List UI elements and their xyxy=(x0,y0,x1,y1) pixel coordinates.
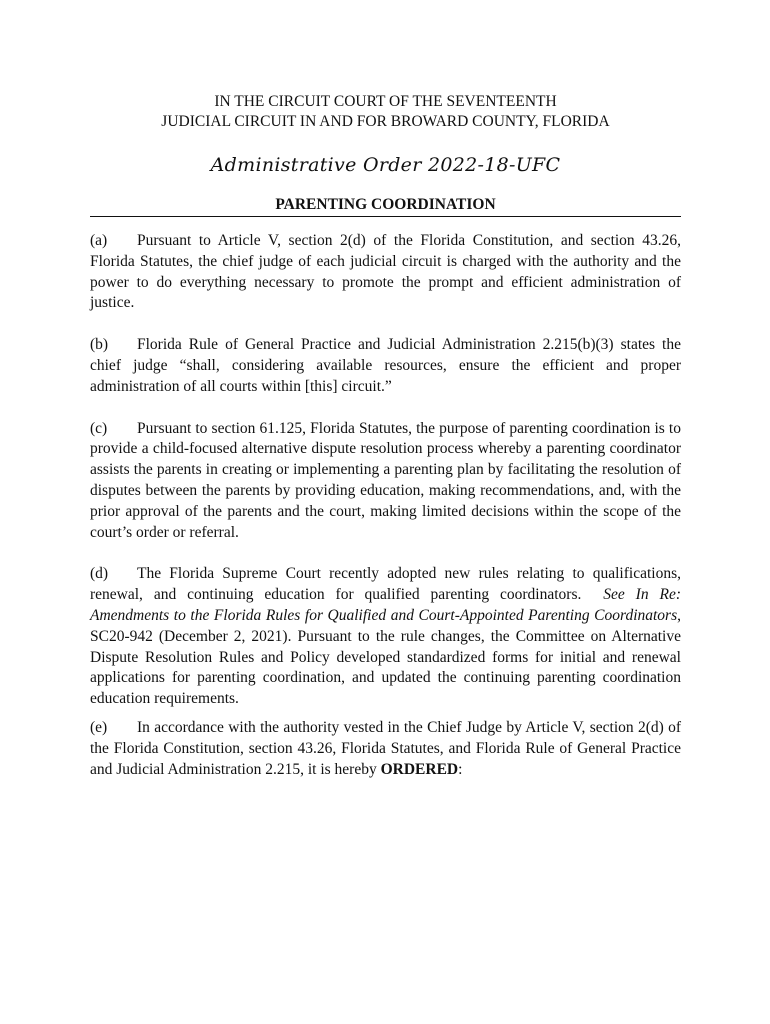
paragraph-text: In accordance with the authority vested in the Chief Judge by Article V, section 2(d) of the Florida Constitution, section 43.26, Florida Statutes, and Florida Rule of General Practice and Judicial Administration 2.215, it is hereby xyxy=(90,718,681,778)
paragraph-text-continued: , SC20-942 (December 2, 2021). Pursuant to the rule changes, the Committee on Alternative Dispute Resolution Rules and Policy developed standardized forms for initial and renewal applications for parenting coordination, and updated the continuing parenting coordination education requirements. xyxy=(90,606,681,708)
paragraph-text: Pursuant to Article V, section 2(d) of the Florida Constitution, and section 43.26, Florida Statutes, the chief judge of each judicial circuit is charged with the authority and the power to do everything necessary to promote the prompt and efficient administration of justice. xyxy=(90,232,681,312)
paragraph-a xyxy=(90,231,681,314)
ordered-suffix: : xyxy=(458,760,463,778)
court-caption-line-1: IN THE CIRCUIT COURT OF THE SEVENTEENTH xyxy=(214,93,557,110)
paragraph-text: Florida Rule of General Practice and Judicial Administration 2.215(b)(3) states the chief judge “shall, considering available resources, ensure the efficient and proper administration of all courts within [this] circuit.” xyxy=(90,336,681,395)
paragraph-label: (b) xyxy=(90,336,109,354)
paragraph-label: (e) xyxy=(90,718,108,736)
paragraph-e xyxy=(90,718,681,780)
paragraph-label: (d) xyxy=(90,565,109,583)
order-title: Administrative Order 2022-18-UFC xyxy=(210,154,561,176)
court-caption-line-2: JUDICIAL CIRCUIT IN AND FOR BROWARD COUNTY, FLORIDA xyxy=(161,113,610,130)
subject-heading: PARENTING COORDINATION xyxy=(90,196,681,217)
document-page xyxy=(90,92,681,780)
paragraph-b xyxy=(90,335,681,397)
paragraph-c xyxy=(90,419,681,544)
paragraph-text: The Florida Supreme Court recently adopted new rules relating to qualifications, renewal, and continuing education for qualified parenting coordinators. xyxy=(90,565,681,604)
paragraph-text: Pursuant to section 61.125, Florida Statutes, the purpose of parenting coordination is to provide a child-focused alternative dispute resolution process whereby a parenting coordinator assists the parents in creating or implementing a parenting plan by facilitating the resolution of disputes between the parents by providing education, making recommendations, and, with the prior approval of the parents and the court, making limited decisions within the scope of the court’s order or referral. xyxy=(90,419,681,541)
paragraph-d xyxy=(90,564,681,710)
court-caption xyxy=(90,92,681,132)
paragraph-label: (c) xyxy=(90,419,108,437)
case-citation: See In Re: Amendments to the Florida Rules for Qualified and Court-Appointed Parenting Coordinators xyxy=(90,586,682,624)
ordered-keyword: ORDERED xyxy=(380,760,459,778)
paragraph-label: (a) xyxy=(90,232,108,249)
